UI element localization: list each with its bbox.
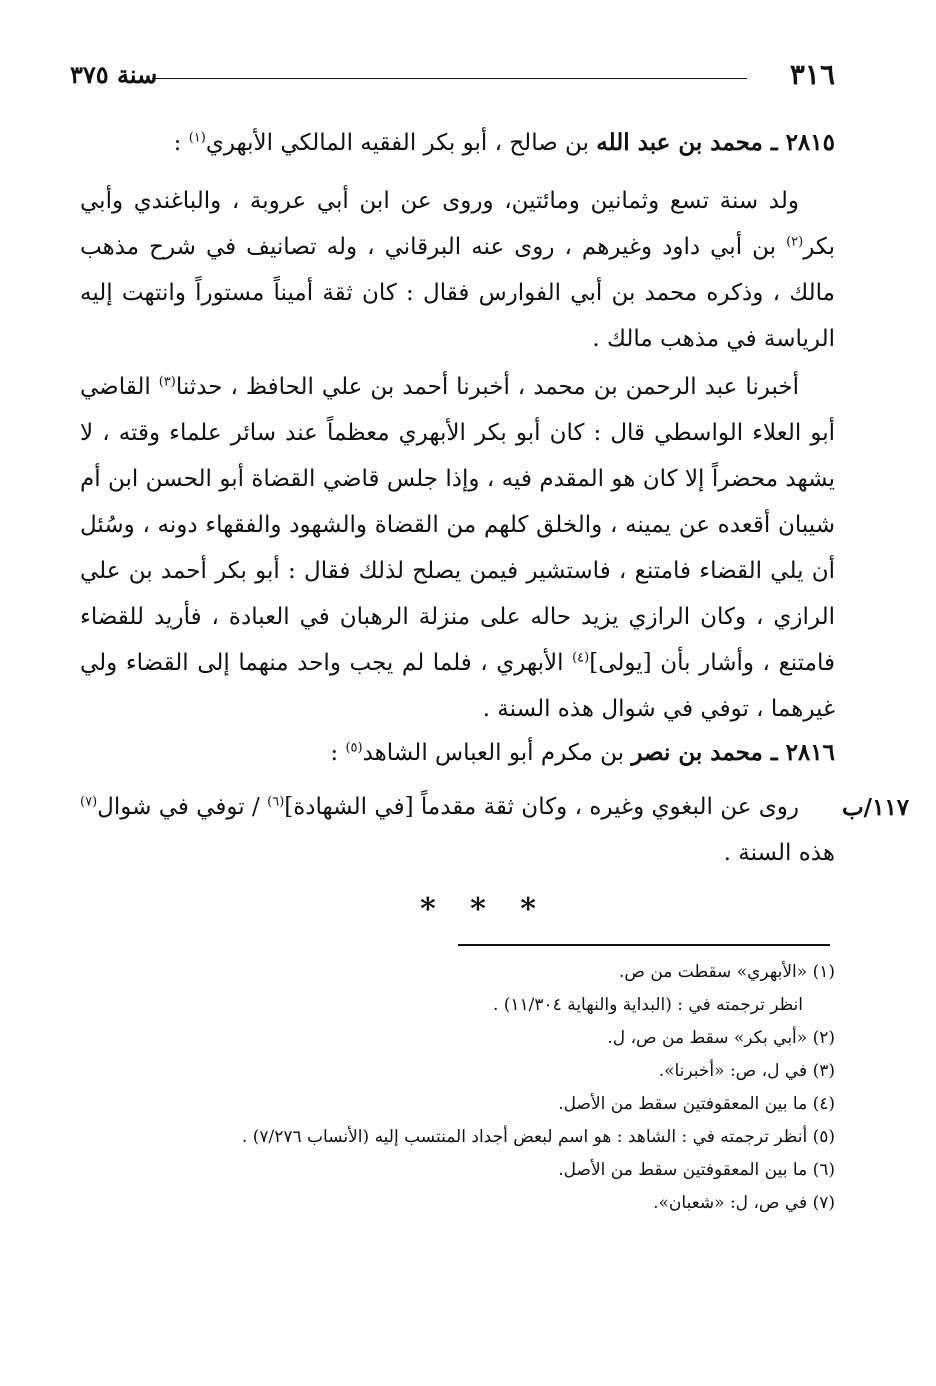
- footnote-ref: (٧): [80, 794, 98, 810]
- entry-2815-heading: [80, 120, 835, 166]
- paragraph-text: [80, 364, 835, 732]
- footnote-1-continued: انظر ترجمته في : (البداية والنهاية ١١/٣٠٤) .: [492, 995, 803, 1015]
- footnote-1: (١) «الأبهري» سقطت من ص.: [619, 962, 835, 982]
- paragraph-text-c: هذه السنة .: [723, 840, 835, 866]
- entry-2816-heading: [80, 730, 835, 776]
- footnote-rule: [458, 944, 830, 946]
- footnote-6: (٦) ما بين المعقوفتين سقط من الأصل.: [558, 1160, 835, 1180]
- paragraph-narration: [80, 364, 835, 732]
- paragraph-text-a: ولد سنة تسع وثمانين ومائتين، وروى عن ابن أبي عروبة ، والباغندي وأبي بكر: [80, 188, 835, 260]
- entry-number-name: ٢٨١٦ ـ محمد بن نصر: [631, 739, 835, 766]
- footnote-3: (٣) في ل، ص: «أخبرنا».: [658, 1061, 835, 1081]
- entry-number-name: ٢٨١٥ ـ محمد بن عبد الله: [596, 129, 835, 156]
- paragraph-text: [80, 784, 835, 876]
- footnote-ref: (٣): [158, 374, 176, 390]
- paragraph-text-b: القاضي أبو العلاء الواسطي قال : كان أبو بكر الأبهري معظماً عند سائر علماء وقته ، لا يشهد محضراً إلا كان هو المقدم فيه ، وإذا جلس قاضي القضاة أبو الحسن ابن أم شيبان أقعده عن يمينه ، والخلق كلهم من القضاة والشهود والفقهاء دونه ، وسُئل أن يلي القضاء فامتنع ، فاستشير فيمن يصلح لذلك فقال : أبو بكر أحمد بن علي الرازي ، وكان الرازي يزيد حاله على منزلة الرهبان في العبادة ، فأريد للقضاء فامتنع ، وأشار بأن [يولى]: [80, 374, 836, 676]
- entry-colon: :: [173, 130, 189, 156]
- paragraph-text: [80, 178, 835, 362]
- footnote-ref: (٦): [267, 794, 285, 810]
- entry-colon: :: [330, 740, 346, 766]
- footnote-ref: (٥): [345, 740, 363, 756]
- paragraph-text-b: / توفي في شوال: [97, 794, 268, 820]
- footnote-4: (٤) ما بين المعقوفتين سقط من الأصل.: [558, 1094, 835, 1114]
- footnote-7: (٧) في ص، ل: «شعبان».: [653, 1193, 835, 1213]
- paragraph-text-c: الأبهري ، فلما لم يجب واحد منهما إلى القضاء ولي غيرهما ، توفي في شوال هذه السنة .: [80, 650, 835, 722]
- header-rule: [152, 78, 747, 79]
- footnote-ref: (٢): [786, 234, 804, 250]
- paragraph-biography-1: [80, 178, 835, 362]
- footnotes: [100, 956, 835, 1220]
- paragraph-text-a: روى عن البغوي وغيره ، وكان ثقة مقدماً [في الشهادة]: [284, 794, 799, 820]
- footnote-5: (٥) أنظر ترجمته في : الشاهد : هو اسم لبعض أجداد المنتسب إليه (الأنساب ٧/٢٧٦) .: [241, 1127, 835, 1147]
- footnote-2: (٢) «أبي بكر» سقط من ص، ل.: [607, 1028, 835, 1048]
- entry-name-rest: بن صالح ، أبو بكر الفقيه المالكي الأبهري: [205, 130, 597, 156]
- page-number: ٣١٦: [789, 58, 835, 91]
- section-divider-stars: * * *: [420, 892, 548, 927]
- entry-name-rest: بن مكرم أبو العباس الشاهد: [362, 740, 632, 766]
- page-header: [70, 58, 835, 92]
- footnote-ref: (٤): [572, 650, 590, 666]
- paragraph-text-b: بن أبي داود وغيرهم ، روى عنه البرقاني ، وله تصانيف في شرح مذهب مالك ، وذكره محمد بن أبي الفوارس فقال : كان ثقة أميناً مستوراً وانتهت إليه الرياسة في مذهب مالك .: [80, 234, 835, 352]
- paragraph-biography-2: [80, 784, 835, 876]
- paragraph-text-a: أخبرنا عبد الرحمن بن محمد ، أخبرنا أحمد بن علي الحافظ ، حدثنا: [175, 374, 799, 400]
- running-head-year: سنة ٣٧٥: [70, 60, 158, 89]
- manuscript-folio-marker: ١١٧/ب: [842, 794, 910, 821]
- footnote-ref: (١): [188, 130, 206, 146]
